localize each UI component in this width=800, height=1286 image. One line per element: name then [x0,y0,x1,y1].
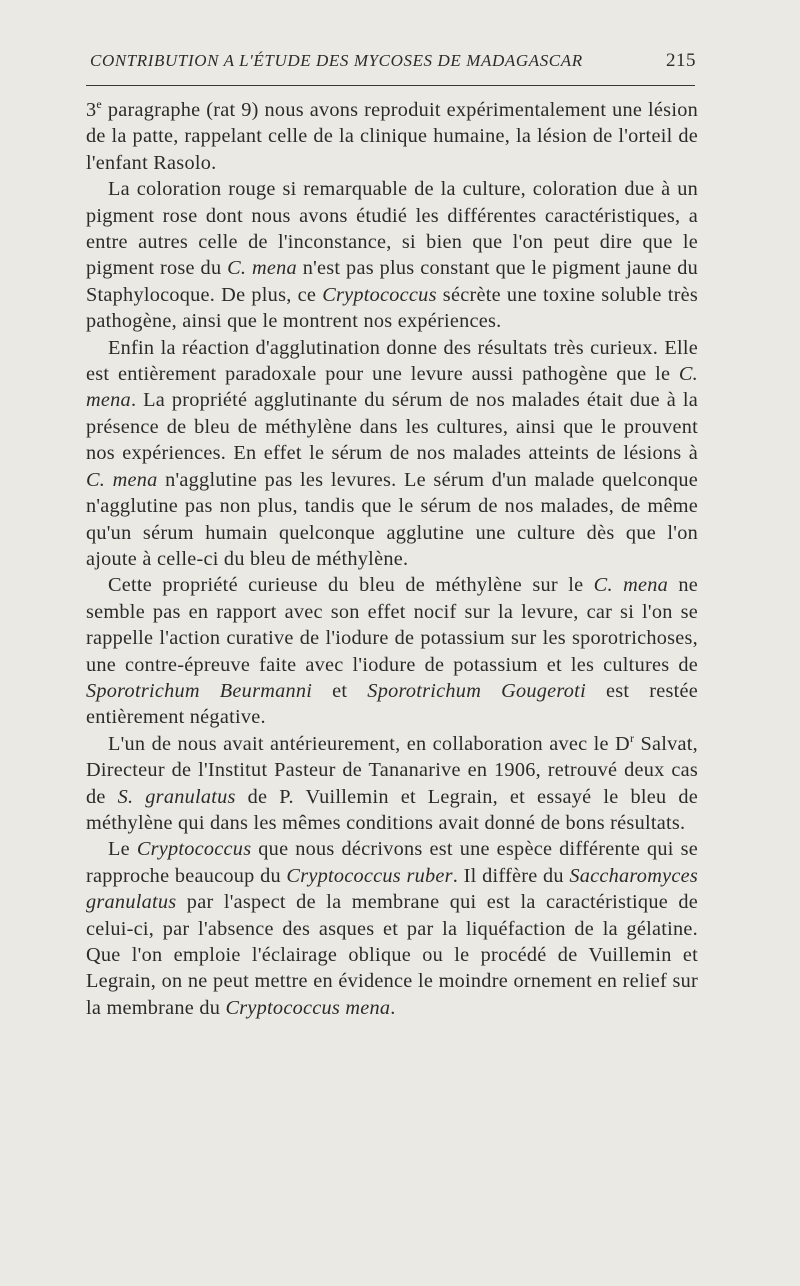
text-segment: Enfin la réaction d'agglutination donne des résultats très curieux. Elle est entièrement paradoxale pour une levure aussi pathogène que le [86,336,698,386]
text-segment: La coloration rouge si remarquable de la culture, coloration due à un pigment rose dont nous avons étudié les différentes caractéristiques, a entre autres celle de l'inconstance, si bien que l'on peut dire que le pigment rose du [86,178,698,280]
paragraph-5 [86,731,698,837]
text-segment: et [312,679,368,702]
text-segment: n'est pas plus constant que le pigment jaune du Staphylocoque. De plus, ce [86,257,699,306]
text-segment: Le [108,838,137,861]
species-name: C. mena [227,257,297,280]
species-name: Cryptococcus mena [225,996,391,1019]
text-segment: paragraphe (rat 9) nous avons reproduit expérimentalement une lésion de la patte, rappelant celle de la clinique humaine, la lésion de l'orteil de l'enfant Rasolo. [86,99,698,174]
paragraph-2 [86,176,698,334]
text-segment: sécrète une toxine soluble très pathogène, ainsi que le montrent nos expériences. [86,283,698,333]
species-name: C. mena [86,468,158,491]
species-name: Sporotrichum Beurmanni [86,679,313,702]
species-name: Cryptococcus ruber [286,864,453,887]
body-text [86,97,698,1021]
page-number: 215 [666,50,696,71]
text-segment: . [390,996,396,1019]
species-name: C. mena [593,574,669,597]
species-name: Sporotrichum Gougeroti [367,679,586,702]
header-rule [86,85,695,86]
text-segment: que nous décrivons est une espèce différente qui se rapproche beaucoup du [86,838,698,887]
paragraph-4 [86,572,698,730]
text-segment: est restée entièrement négative. [86,679,698,729]
text-segment: ne semble pas en rapport avec son effet nocif sur la levure, car si l'on se rappelle l'action curative de l'iodure de potassium sur les sporotrichoses, une contre-épreuve faite avec l'iodure de potassium et les cultures de [86,574,698,676]
species-name: S. granulatus [117,785,236,808]
superscript: e [96,97,102,112]
text-segment: L'un de nous avait antérieurement, en collaboration avec le D [108,732,630,755]
paragraph-3 [86,335,698,573]
text-segment: . La propriété agglutinante du sérum de nos malades était due à la présence de bleu de méthylène dans les cultures, ainsi que le prouvent nos expériences. En effet le sérum de nos malades atteints de lésions à [86,389,698,465]
text-segment: n'agglutine pas les levures. Le sérum d'un malade quelconque n'agglutine pas non plus, tandis que le sérum de nos malades, de même qu'un sérum humain quelconque agglutine une culture dès que l'on ajoute à celle-ci du bleu de méthylène. [86,468,698,570]
species-name: Cryptococcus [322,283,437,306]
text-segment: Salvat, Directeur de l'Institut Pasteur de Tananarive en 1906, retrouvé deux cas de [86,732,698,808]
species-name: Cryptococcus [136,838,252,861]
text-segment: par l'aspect de la membrane qui est la caractéristique de celui-ci, par l'absence des asques et par la liquéfaction de la gélatine. Que l'on emploie l'éclairage oblique ou le procédé de Vuillemin et Legrain, on ne peut mettre en évidence le moindre ornement en relief sur la membrane du [86,891,698,1019]
text-segment: Cette propriété curieuse du bleu de méthylène sur le [108,574,594,597]
superscript: r [629,730,635,745]
species-name: Saccharomyces granulatus [86,864,698,914]
text-segment: . Il diffère du [452,864,570,887]
paragraph-1 [86,97,698,176]
text-segment: 3 [86,99,97,121]
text-segment: de P. Vuillemin et Legrain, et essayé le bleu de méthylène qui dans les mêmes conditions avait donné de bons résultats. [86,785,698,834]
paragraph-6 [86,836,698,1021]
running-head [86,47,696,77]
running-title: CONTRIBUTION A L'ÉTUDE DES MYCOSES DE MADAGASCAR [90,51,583,70]
species-name: C. mena [86,363,698,412]
